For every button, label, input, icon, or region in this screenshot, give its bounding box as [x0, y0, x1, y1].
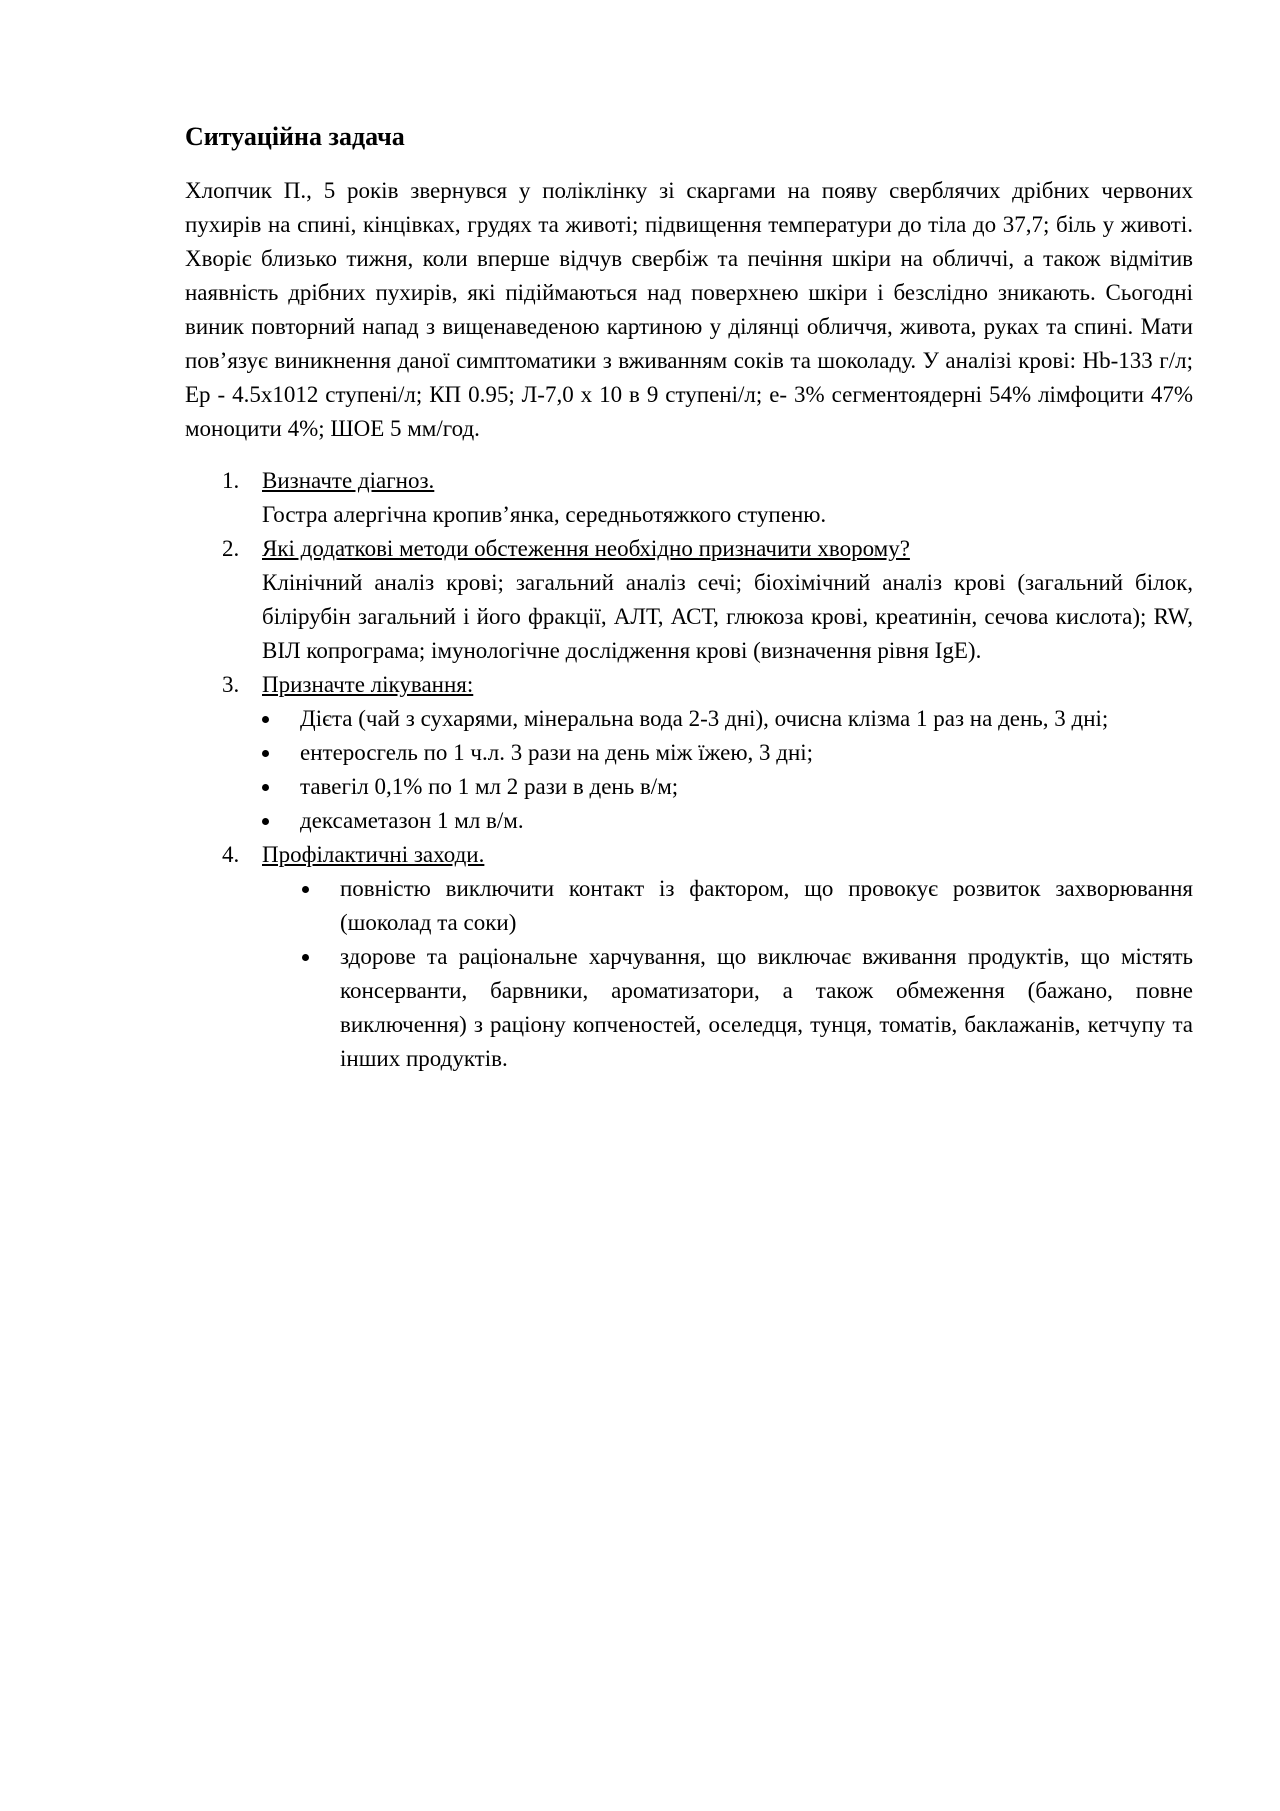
- question-item: [185, 838, 1193, 1076]
- question-text: Які додаткові методи обстеження необхідно призначити хворому?: [262, 536, 910, 561]
- list-item-text: здорове та раціональне харчування, що виключає вживання продуктів, що містять консерванти, барвники, ароматизатори, а також обмеження (бажано, повне виключення) з раціону копченостей, оселедця, тунця, томатів, баклажанів, кетчупу та інших продуктів.: [340, 944, 1193, 1071]
- question-number: 2.: [222, 536, 240, 561]
- treatment-list: [262, 702, 1193, 838]
- question-text: Визначте діагноз.: [262, 468, 435, 493]
- question-text: Профілактичні заходи.: [262, 842, 485, 867]
- list-item-text: Дієта (чай з сухарями, мінеральна вода 2-3 дні), очисна клізма 1 раз на день, 3 дні;: [300, 706, 1109, 731]
- answer-text: Клінічний аналіз крові; загальний аналіз сечі; біохімічний аналіз крові (загальний білок, білірубін загальний і його фракції, АЛТ, АСТ, глюкоза крові, креатинін, сечова кислота); RW, ВІЛ копрограма; імунологічне дослідження крові (визначення рівня IgE).: [262, 570, 1193, 663]
- question-number: 4.: [222, 842, 240, 867]
- list-item-text: тавегіл 0,1% по 1 мл 2 рази в день в/м;: [300, 774, 679, 799]
- bullet-icon: [262, 716, 269, 723]
- list-item: [262, 770, 1193, 804]
- document-title: Ситуаційна задача: [185, 122, 405, 151]
- list-item: [262, 872, 1193, 940]
- question-item: [185, 532, 1193, 668]
- answer-text: Гостра алергічна кропив’янка, середньотяжкого ступеню.: [262, 502, 827, 527]
- list-item: [262, 940, 1193, 1076]
- list-item: [262, 702, 1193, 736]
- bullet-icon: [302, 954, 309, 961]
- bullet-icon: [302, 886, 309, 893]
- document-page: [185, 120, 1193, 1076]
- questions-list: [185, 464, 1193, 1076]
- question-item: [185, 464, 1193, 532]
- bullet-icon: [262, 750, 269, 757]
- bullet-icon: [262, 818, 269, 825]
- list-item-text: ентеросгель по 1 ч.л. 3 рази на день між їжею, 3 дні;: [300, 740, 814, 765]
- list-item: [262, 804, 1193, 838]
- prevention-list: [262, 872, 1193, 1076]
- question-number: 3.: [222, 672, 240, 697]
- list-item-text: дексаметазон 1 мл в/м.: [300, 808, 524, 833]
- list-item: [262, 736, 1193, 770]
- case-description: Хлопчик П., 5 років звернувся у поліклінку зі скаргами на появу сверблячих дрібних червоних пухирів на спині, кінцівках, грудях та животі; підвищення температури до тіла до 37,7; біль у животі. Хворіє близько тижня, коли вперше відчув свербіж та печіння шкіри на обличчі, а також відмітив наявність дрібних пухирів, які підіймаються над поверхнею шкіри і безслідно зникають. Сьогодні виник повторний напад з вищенаведеною картиною у ділянці обличчя, живота, руках та спині. Мати пов’язує виникнення даної симптоматики з вживанням соків та шоколаду. У аналізі крові: Hb-133 г/л; Ер - 4.5х1012 ступені/л; КП 0.95; Л-7,0 х 10 в 9 ступені/л; е- 3% сегментоядерні 54% лімфоцити 47% моноцити 4%; ШОЕ 5 мм/год.: [185, 178, 1193, 441]
- bullet-icon: [262, 784, 269, 791]
- question-number: 1.: [222, 468, 240, 493]
- question-item: [185, 668, 1193, 838]
- list-item-text: повністю виключити контакт із фактором, що провокує розвиток захворювання (шоколад та соки): [340, 876, 1193, 935]
- question-text: Призначте лікування:: [262, 672, 474, 697]
